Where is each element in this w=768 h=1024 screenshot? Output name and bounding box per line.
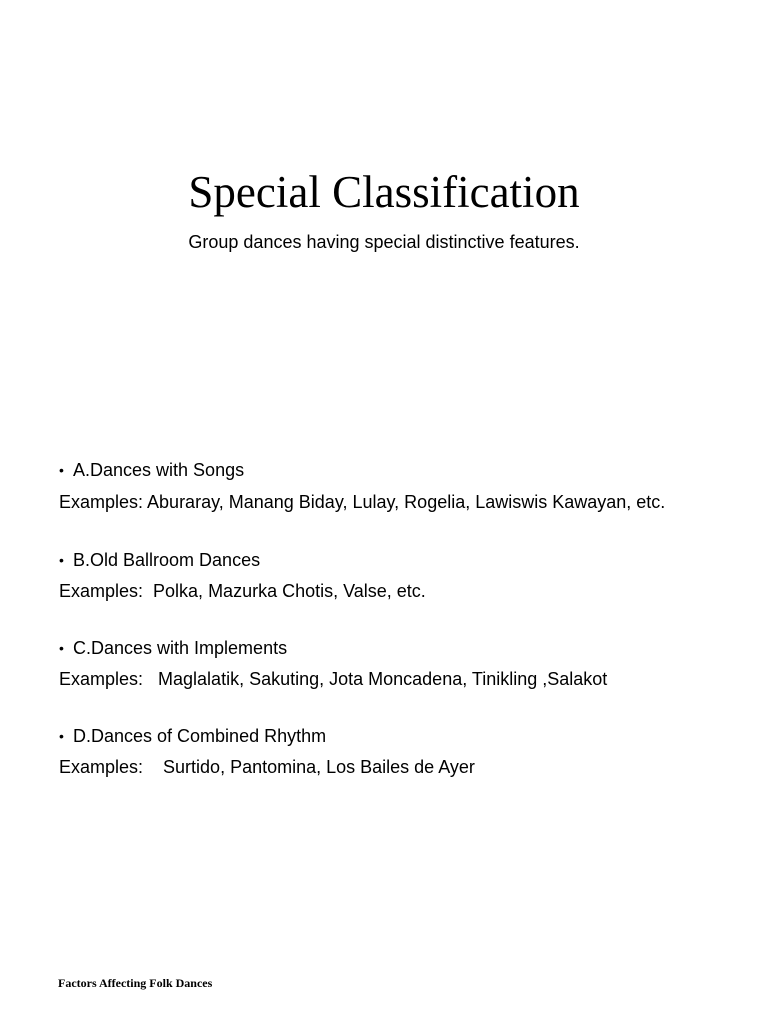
classification-list	[59, 456, 709, 810]
list-item	[59, 722, 709, 781]
item-heading-text: C.Dances with Implements	[73, 638, 288, 658]
item-heading-text: B.Old Ballroom Dances	[73, 550, 261, 570]
bullet-icon: •	[59, 640, 64, 656]
page-subtitle: Group dances having special distinctive features.	[188, 232, 580, 252]
list-item	[59, 546, 709, 605]
bullet-icon: •	[59, 728, 64, 744]
item-heading-text: D.Dances of Combined Rhythm	[73, 726, 327, 746]
item-examples: Examples: Polka, Mazurka Chotis, Valse, etc.	[59, 581, 426, 601]
item-heading	[59, 634, 709, 662]
item-examples: Examples: Maglalatik, Sakuting, Jota Moncadena, Tinikling ,Salakot	[59, 669, 608, 689]
page-title: Special Classification	[188, 167, 580, 217]
item-examples: Examples: Aburaray, Manang Biday, Lulay, Rogelia, Lawiswis Kawayan, etc.	[59, 492, 666, 512]
item-heading	[59, 722, 709, 750]
bullet-icon: •	[59, 462, 64, 478]
item-heading	[59, 546, 709, 574]
bullet-icon: •	[59, 552, 64, 568]
list-item	[59, 456, 709, 517]
item-heading	[59, 456, 709, 484]
item-examples: Examples: Surtido, Pantomina, Los Bailes de Ayer	[59, 757, 475, 777]
page-footer: Factors Affecting Folk Dances	[58, 976, 213, 990]
item-heading-text: A.Dances with Songs	[73, 460, 245, 480]
list-item	[59, 634, 709, 693]
